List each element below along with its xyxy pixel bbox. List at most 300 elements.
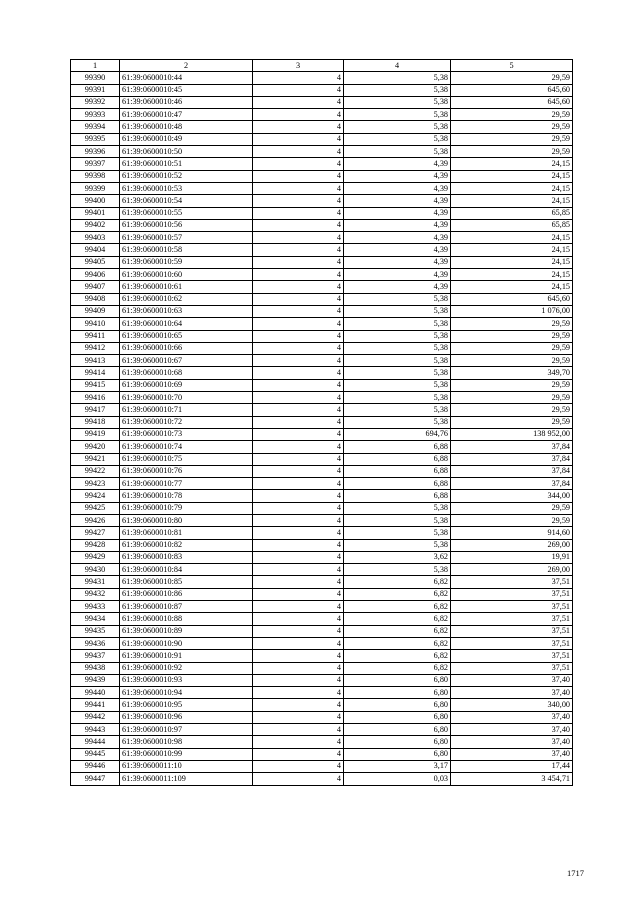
area-cell: 694,76 bbox=[344, 428, 451, 440]
category-cell: 4 bbox=[253, 355, 344, 367]
category-cell: 4 bbox=[253, 601, 344, 613]
value-cell: 29,59 bbox=[451, 502, 573, 514]
cadastral-number-cell: 61:39:0600010:60 bbox=[120, 269, 253, 281]
table-row bbox=[71, 195, 573, 207]
area-cell: 6,80 bbox=[344, 724, 451, 736]
cadastral-number-cell: 61:39:0600010:46 bbox=[120, 96, 253, 108]
row-number-cell: 99413 bbox=[71, 355, 120, 367]
row-number-cell: 99433 bbox=[71, 601, 120, 613]
area-cell: 5,38 bbox=[344, 527, 451, 539]
area-cell: 5,38 bbox=[344, 514, 451, 526]
table-row bbox=[71, 699, 573, 711]
category-cell: 4 bbox=[253, 318, 344, 330]
value-cell: 29,59 bbox=[451, 355, 573, 367]
value-cell: 37,51 bbox=[451, 588, 573, 600]
table-row bbox=[71, 133, 573, 145]
value-cell: 37,40 bbox=[451, 748, 573, 760]
value-cell: 65,85 bbox=[451, 207, 573, 219]
table-row bbox=[71, 342, 573, 354]
table-row bbox=[71, 392, 573, 404]
table-row bbox=[71, 355, 573, 367]
area-cell: 5,38 bbox=[344, 404, 451, 416]
page-number: 1717 bbox=[567, 868, 584, 878]
area-cell: 4,39 bbox=[344, 256, 451, 268]
cadastral-number-cell: 61:39:0600010:61 bbox=[120, 281, 253, 293]
row-number-cell: 99395 bbox=[71, 133, 120, 145]
category-cell: 4 bbox=[253, 588, 344, 600]
cadastral-number-cell: 61:39:0600010:94 bbox=[120, 687, 253, 699]
cadastral-number-cell: 61:39:0600010:73 bbox=[120, 428, 253, 440]
table-row bbox=[71, 576, 573, 588]
area-cell: 4,39 bbox=[344, 207, 451, 219]
value-cell: 24,15 bbox=[451, 232, 573, 244]
category-cell: 4 bbox=[253, 576, 344, 588]
category-cell: 4 bbox=[253, 760, 344, 772]
value-cell: 29,59 bbox=[451, 392, 573, 404]
value-cell: 37,51 bbox=[451, 662, 573, 674]
area-cell: 6,88 bbox=[344, 441, 451, 453]
area-cell: 5,38 bbox=[344, 342, 451, 354]
header-row bbox=[71, 60, 573, 72]
cadastral-number-cell: 61:39:0600010:68 bbox=[120, 367, 253, 379]
value-cell: 37,84 bbox=[451, 453, 573, 465]
cadastral-number-cell: 61:39:0600010:82 bbox=[120, 539, 253, 551]
table-row bbox=[71, 760, 573, 772]
value-cell: 645,60 bbox=[451, 84, 573, 96]
area-cell: 5,38 bbox=[344, 539, 451, 551]
row-number-cell: 99401 bbox=[71, 207, 120, 219]
cadastral-number-cell: 61:39:0600010:74 bbox=[120, 441, 253, 453]
value-cell: 1 076,00 bbox=[451, 305, 573, 317]
area-cell: 5,38 bbox=[344, 293, 451, 305]
value-cell: 645,60 bbox=[451, 96, 573, 108]
row-number-cell: 99437 bbox=[71, 650, 120, 662]
table-row bbox=[71, 219, 573, 231]
area-cell: 5,38 bbox=[344, 133, 451, 145]
table-row bbox=[71, 305, 573, 317]
area-cell: 4,39 bbox=[344, 269, 451, 281]
category-cell: 4 bbox=[253, 195, 344, 207]
cadastral-number-cell: 61:39:0600010:66 bbox=[120, 342, 253, 354]
table-row bbox=[71, 232, 573, 244]
category-cell: 4 bbox=[253, 711, 344, 723]
area-cell: 5,38 bbox=[344, 121, 451, 133]
area-cell: 4,39 bbox=[344, 195, 451, 207]
category-cell: 4 bbox=[253, 773, 344, 785]
category-cell: 4 bbox=[253, 699, 344, 711]
table-row bbox=[71, 490, 573, 502]
table-header bbox=[71, 60, 573, 72]
value-cell: 19,91 bbox=[451, 551, 573, 563]
category-cell: 4 bbox=[253, 478, 344, 490]
category-cell: 4 bbox=[253, 170, 344, 182]
category-cell: 4 bbox=[253, 637, 344, 649]
category-cell: 4 bbox=[253, 281, 344, 293]
row-number-cell: 99438 bbox=[71, 662, 120, 674]
value-cell: 138 952,00 bbox=[451, 428, 573, 440]
row-number-cell: 99397 bbox=[71, 158, 120, 170]
table-row bbox=[71, 613, 573, 625]
row-number-cell: 99430 bbox=[71, 564, 120, 576]
table-row bbox=[71, 428, 573, 440]
value-cell: 29,59 bbox=[451, 330, 573, 342]
area-cell: 5,38 bbox=[344, 392, 451, 404]
header-col-2: 2 bbox=[120, 60, 253, 72]
table-row bbox=[71, 478, 573, 490]
row-number-cell: 99418 bbox=[71, 416, 120, 428]
area-cell: 5,38 bbox=[344, 379, 451, 391]
cadastral-number-cell: 61:39:0600010:84 bbox=[120, 564, 253, 576]
area-cell: 6,80 bbox=[344, 687, 451, 699]
area-cell: 6,82 bbox=[344, 662, 451, 674]
row-number-cell: 99405 bbox=[71, 256, 120, 268]
row-number-cell: 99441 bbox=[71, 699, 120, 711]
row-number-cell: 99398 bbox=[71, 170, 120, 182]
cadastral-number-cell: 61:39:0600010:95 bbox=[120, 699, 253, 711]
row-number-cell: 99392 bbox=[71, 96, 120, 108]
category-cell: 4 bbox=[253, 404, 344, 416]
table-row bbox=[71, 244, 573, 256]
row-number-cell: 99416 bbox=[71, 392, 120, 404]
header-col-1: 1 bbox=[71, 60, 120, 72]
table-row bbox=[71, 551, 573, 563]
row-number-cell: 99408 bbox=[71, 293, 120, 305]
header-col-5: 5 bbox=[451, 60, 573, 72]
value-cell: 29,59 bbox=[451, 318, 573, 330]
category-cell: 4 bbox=[253, 428, 344, 440]
table-row bbox=[71, 269, 573, 281]
cadastral-number-cell: 61:39:0600010:85 bbox=[120, 576, 253, 588]
value-cell: 65,85 bbox=[451, 219, 573, 231]
cadastral-number-cell: 61:39:0600010:51 bbox=[120, 158, 253, 170]
row-number-cell: 99414 bbox=[71, 367, 120, 379]
category-cell: 4 bbox=[253, 748, 344, 760]
value-cell: 29,59 bbox=[451, 133, 573, 145]
value-cell: 29,59 bbox=[451, 121, 573, 133]
category-cell: 4 bbox=[253, 392, 344, 404]
cadastral-number-cell: 61:39:0600010:44 bbox=[120, 72, 253, 84]
row-number-cell: 99391 bbox=[71, 84, 120, 96]
table-row bbox=[71, 293, 573, 305]
category-cell: 4 bbox=[253, 736, 344, 748]
table-row bbox=[71, 146, 573, 158]
cadastral-number-cell: 61:39:0600010:59 bbox=[120, 256, 253, 268]
area-cell: 3,62 bbox=[344, 551, 451, 563]
cadastral-number-cell: 61:39:0600010:81 bbox=[120, 527, 253, 539]
cadastral-number-cell: 61:39:0600010:65 bbox=[120, 330, 253, 342]
category-cell: 4 bbox=[253, 133, 344, 145]
cadastral-number-cell: 61:39:0600010:67 bbox=[120, 355, 253, 367]
category-cell: 4 bbox=[253, 674, 344, 686]
value-cell: 3 454,71 bbox=[451, 773, 573, 785]
row-number-cell: 99399 bbox=[71, 182, 120, 194]
cadastral-number-cell: 61:39:0600010:56 bbox=[120, 219, 253, 231]
cadastral-number-cell: 61:39:0600010:98 bbox=[120, 736, 253, 748]
table-row bbox=[71, 514, 573, 526]
table-row bbox=[71, 72, 573, 84]
area-cell: 5,38 bbox=[344, 146, 451, 158]
value-cell: 29,59 bbox=[451, 146, 573, 158]
cadastral-number-cell: 61:39:0600010:52 bbox=[120, 170, 253, 182]
cadastral-number-cell: 61:39:0600010:83 bbox=[120, 551, 253, 563]
value-cell: 645,60 bbox=[451, 293, 573, 305]
value-cell: 37,51 bbox=[451, 637, 573, 649]
category-cell: 4 bbox=[253, 441, 344, 453]
table-row bbox=[71, 748, 573, 760]
row-number-cell: 99419 bbox=[71, 428, 120, 440]
category-cell: 4 bbox=[253, 490, 344, 502]
category-cell: 4 bbox=[253, 121, 344, 133]
category-cell: 4 bbox=[253, 84, 344, 96]
cadastral-number-cell: 61:39:0600010:57 bbox=[120, 232, 253, 244]
row-number-cell: 99436 bbox=[71, 637, 120, 649]
category-cell: 4 bbox=[253, 256, 344, 268]
row-number-cell: 99420 bbox=[71, 441, 120, 453]
area-cell: 6,80 bbox=[344, 674, 451, 686]
cadastral-number-cell: 61:39:0600010:63 bbox=[120, 305, 253, 317]
table-row bbox=[71, 367, 573, 379]
row-number-cell: 99407 bbox=[71, 281, 120, 293]
cadastral-number-cell: 61:39:0600010:49 bbox=[120, 133, 253, 145]
category-cell: 4 bbox=[253, 219, 344, 231]
table-row bbox=[71, 711, 573, 723]
table-row bbox=[71, 379, 573, 391]
value-cell: 37,84 bbox=[451, 478, 573, 490]
area-cell: 6,88 bbox=[344, 490, 451, 502]
category-cell: 4 bbox=[253, 146, 344, 158]
row-number-cell: 99434 bbox=[71, 613, 120, 625]
area-cell: 6,88 bbox=[344, 465, 451, 477]
category-cell: 4 bbox=[253, 514, 344, 526]
value-cell: 24,15 bbox=[451, 158, 573, 170]
value-cell: 344,00 bbox=[451, 490, 573, 502]
value-cell: 349,70 bbox=[451, 367, 573, 379]
table-row bbox=[71, 182, 573, 194]
area-cell: 6,80 bbox=[344, 736, 451, 748]
category-cell: 4 bbox=[253, 269, 344, 281]
area-cell: 6,82 bbox=[344, 625, 451, 637]
table-row bbox=[71, 318, 573, 330]
cadastral-number-cell: 61:39:0600010:47 bbox=[120, 109, 253, 121]
category-cell: 4 bbox=[253, 342, 344, 354]
cadastral-number-cell: 61:39:0600010:90 bbox=[120, 637, 253, 649]
table-row bbox=[71, 416, 573, 428]
area-cell: 5,38 bbox=[344, 330, 451, 342]
table-row bbox=[71, 453, 573, 465]
cadastral-number-cell: 61:39:0600010:62 bbox=[120, 293, 253, 305]
cadastral-number-cell: 61:39:0600010:91 bbox=[120, 650, 253, 662]
area-cell: 4,39 bbox=[344, 281, 451, 293]
category-cell: 4 bbox=[253, 625, 344, 637]
table-row bbox=[71, 170, 573, 182]
table-row bbox=[71, 465, 573, 477]
category-cell: 4 bbox=[253, 379, 344, 391]
table-row bbox=[71, 674, 573, 686]
cadastral-number-cell: 61:39:0600010:75 bbox=[120, 453, 253, 465]
table-row bbox=[71, 207, 573, 219]
row-number-cell: 99400 bbox=[71, 195, 120, 207]
value-cell: 24,15 bbox=[451, 182, 573, 194]
cadastral-number-cell: 61:39:0600010:86 bbox=[120, 588, 253, 600]
table-row bbox=[71, 637, 573, 649]
table-row bbox=[71, 650, 573, 662]
area-cell: 5,38 bbox=[344, 84, 451, 96]
header-col-4: 4 bbox=[344, 60, 451, 72]
category-cell: 4 bbox=[253, 109, 344, 121]
area-cell: 6,80 bbox=[344, 748, 451, 760]
area-cell: 6,82 bbox=[344, 576, 451, 588]
table-row bbox=[71, 109, 573, 121]
category-cell: 4 bbox=[253, 564, 344, 576]
table-row bbox=[71, 724, 573, 736]
value-cell: 29,59 bbox=[451, 514, 573, 526]
row-number-cell: 99423 bbox=[71, 478, 120, 490]
row-number-cell: 99411 bbox=[71, 330, 120, 342]
row-number-cell: 99394 bbox=[71, 121, 120, 133]
value-cell: 29,59 bbox=[451, 379, 573, 391]
cadastral-number-cell: 61:39:0600010:99 bbox=[120, 748, 253, 760]
table-row bbox=[71, 564, 573, 576]
value-cell: 914,60 bbox=[451, 527, 573, 539]
cadastral-number-cell: 61:39:0600010:76 bbox=[120, 465, 253, 477]
table-row bbox=[71, 539, 573, 551]
value-cell: 24,15 bbox=[451, 269, 573, 281]
cadastral-number-cell: 61:39:0600010:58 bbox=[120, 244, 253, 256]
area-cell: 6,82 bbox=[344, 588, 451, 600]
row-number-cell: 99424 bbox=[71, 490, 120, 502]
row-number-cell: 99421 bbox=[71, 453, 120, 465]
value-cell: 29,59 bbox=[451, 404, 573, 416]
value-cell: 29,59 bbox=[451, 342, 573, 354]
category-cell: 4 bbox=[253, 232, 344, 244]
row-number-cell: 99431 bbox=[71, 576, 120, 588]
area-cell: 5,38 bbox=[344, 416, 451, 428]
table-row bbox=[71, 502, 573, 514]
cadastral-number-cell: 61:39:0600010:96 bbox=[120, 711, 253, 723]
category-cell: 4 bbox=[253, 293, 344, 305]
cadastral-number-cell: 61:39:0600010:77 bbox=[120, 478, 253, 490]
category-cell: 4 bbox=[253, 539, 344, 551]
category-cell: 4 bbox=[253, 158, 344, 170]
cadastral-number-cell: 61:39:0600010:89 bbox=[120, 625, 253, 637]
row-number-cell: 99444 bbox=[71, 736, 120, 748]
row-number-cell: 99410 bbox=[71, 318, 120, 330]
area-cell: 5,38 bbox=[344, 318, 451, 330]
cadastral-number-cell: 61:39:0600010:80 bbox=[120, 514, 253, 526]
cadastral-number-cell: 61:39:0600011:109 bbox=[120, 773, 253, 785]
value-cell: 37,40 bbox=[451, 674, 573, 686]
area-cell: 6,80 bbox=[344, 699, 451, 711]
row-number-cell: 99427 bbox=[71, 527, 120, 539]
cadastral-number-cell: 61:39:0600010:79 bbox=[120, 502, 253, 514]
category-cell: 4 bbox=[253, 305, 344, 317]
row-number-cell: 99432 bbox=[71, 588, 120, 600]
row-number-cell: 99390 bbox=[71, 72, 120, 84]
value-cell: 269,00 bbox=[451, 564, 573, 576]
table-row bbox=[71, 281, 573, 293]
table-row bbox=[71, 588, 573, 600]
row-number-cell: 99409 bbox=[71, 305, 120, 317]
area-cell: 6,82 bbox=[344, 637, 451, 649]
row-number-cell: 99412 bbox=[71, 342, 120, 354]
area-cell: 6,88 bbox=[344, 478, 451, 490]
row-number-cell: 99435 bbox=[71, 625, 120, 637]
cadastral-number-cell: 61:39:0600010:54 bbox=[120, 195, 253, 207]
value-cell: 24,15 bbox=[451, 281, 573, 293]
area-cell: 4,39 bbox=[344, 158, 451, 170]
value-cell: 37,51 bbox=[451, 613, 573, 625]
table-row bbox=[71, 662, 573, 674]
area-cell: 3,17 bbox=[344, 760, 451, 772]
cadastral-number-cell: 61:39:0600010:69 bbox=[120, 379, 253, 391]
area-cell: 4,39 bbox=[344, 232, 451, 244]
row-number-cell: 99439 bbox=[71, 674, 120, 686]
table-row bbox=[71, 330, 573, 342]
row-number-cell: 99447 bbox=[71, 773, 120, 785]
table-row bbox=[71, 158, 573, 170]
category-cell: 4 bbox=[253, 330, 344, 342]
row-number-cell: 99429 bbox=[71, 551, 120, 563]
cadastral-number-cell: 61:39:0600010:53 bbox=[120, 182, 253, 194]
table-row bbox=[71, 736, 573, 748]
row-number-cell: 99440 bbox=[71, 687, 120, 699]
row-number-cell: 99404 bbox=[71, 244, 120, 256]
category-cell: 4 bbox=[253, 416, 344, 428]
cadastral-number-cell: 61:39:0600010:93 bbox=[120, 674, 253, 686]
value-cell: 37,51 bbox=[451, 625, 573, 637]
area-cell: 4,39 bbox=[344, 244, 451, 256]
area-cell: 6,88 bbox=[344, 453, 451, 465]
row-number-cell: 99415 bbox=[71, 379, 120, 391]
category-cell: 4 bbox=[253, 453, 344, 465]
row-number-cell: 99406 bbox=[71, 269, 120, 281]
cadastral-number-cell: 61:39:0600010:72 bbox=[120, 416, 253, 428]
area-cell: 5,38 bbox=[344, 355, 451, 367]
row-number-cell: 99402 bbox=[71, 219, 120, 231]
row-number-cell: 99428 bbox=[71, 539, 120, 551]
category-cell: 4 bbox=[253, 96, 344, 108]
data-table bbox=[70, 59, 573, 786]
value-cell: 37,84 bbox=[451, 441, 573, 453]
area-cell: 6,82 bbox=[344, 613, 451, 625]
category-cell: 4 bbox=[253, 244, 344, 256]
area-cell: 5,38 bbox=[344, 109, 451, 121]
category-cell: 4 bbox=[253, 182, 344, 194]
row-number-cell: 99446 bbox=[71, 760, 120, 772]
value-cell: 37,51 bbox=[451, 601, 573, 613]
area-cell: 5,38 bbox=[344, 96, 451, 108]
row-number-cell: 99422 bbox=[71, 465, 120, 477]
row-number-cell: 99417 bbox=[71, 404, 120, 416]
value-cell: 29,59 bbox=[451, 416, 573, 428]
row-number-cell: 99426 bbox=[71, 514, 120, 526]
row-number-cell: 99393 bbox=[71, 109, 120, 121]
category-cell: 4 bbox=[253, 551, 344, 563]
value-cell: 29,59 bbox=[451, 72, 573, 84]
category-cell: 4 bbox=[253, 613, 344, 625]
row-number-cell: 99396 bbox=[71, 146, 120, 158]
area-cell: 5,38 bbox=[344, 367, 451, 379]
area-cell: 6,80 bbox=[344, 711, 451, 723]
table-row bbox=[71, 687, 573, 699]
cadastral-number-cell: 61:39:0600010:87 bbox=[120, 601, 253, 613]
value-cell: 37,51 bbox=[451, 576, 573, 588]
value-cell: 17,44 bbox=[451, 760, 573, 772]
cadastral-number-cell: 61:39:0600010:45 bbox=[120, 84, 253, 96]
category-cell: 4 bbox=[253, 502, 344, 514]
cadastral-number-cell: 61:39:0600010:88 bbox=[120, 613, 253, 625]
category-cell: 4 bbox=[253, 527, 344, 539]
